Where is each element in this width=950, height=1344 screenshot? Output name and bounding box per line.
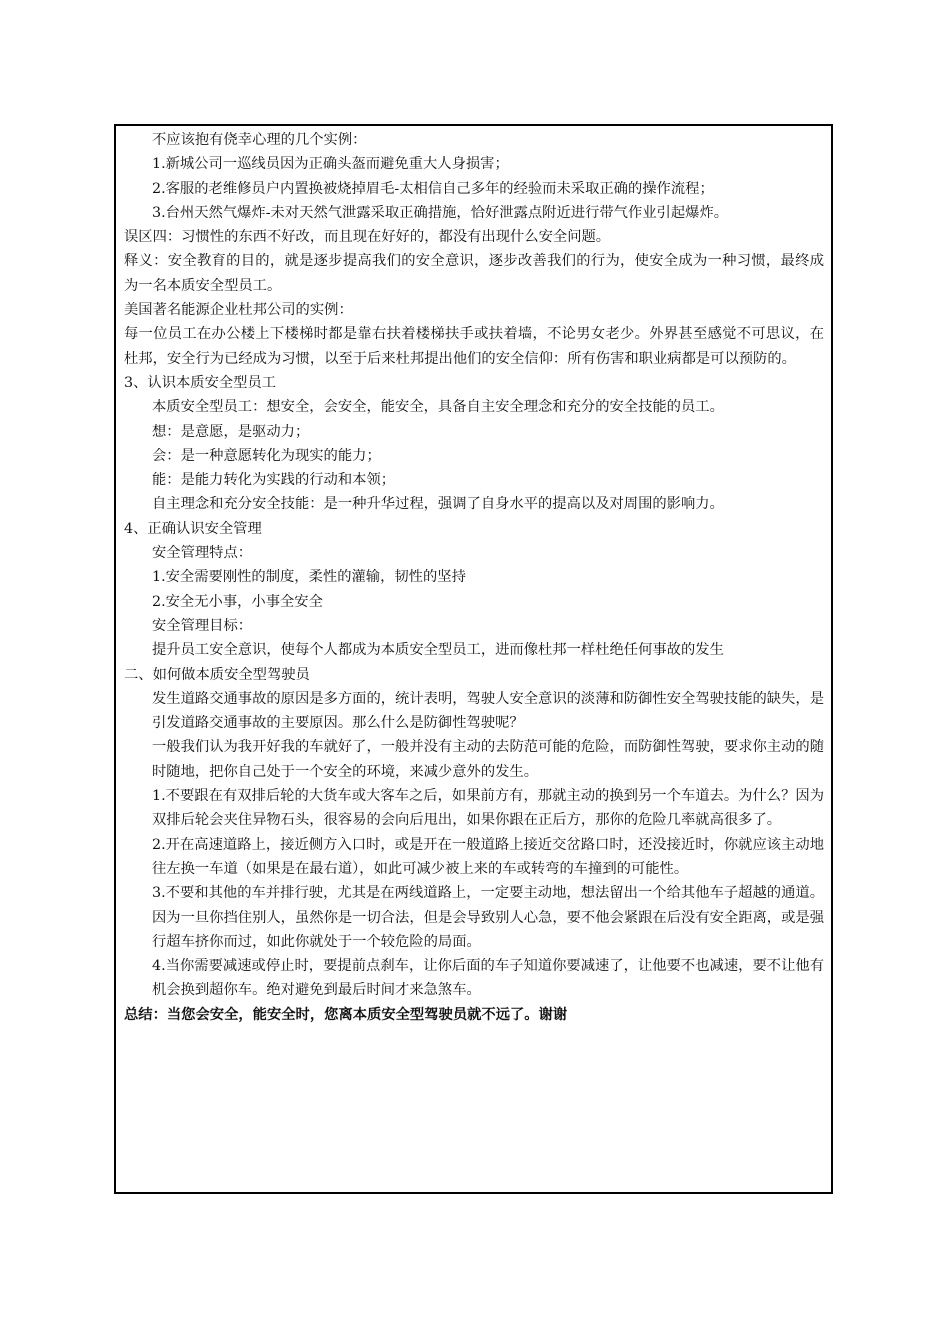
paragraph: 想：是意愿，是驱动力； [152, 423, 310, 440]
paragraph: 本质安全型员工：想安全，会安全，能安全，具备自主安全理念和充分的安全技能的员工。 [152, 399, 724, 416]
paragraph: 安全管理目标： [152, 617, 253, 634]
paragraph: 会：是一种意愿转化为现实的能力； [152, 447, 381, 464]
list-item: 2.开在高速道路上，接近侧方入口时，或是开在一般道路上接近交岔路口时，还没接近时，你就应该主动地往左换一车道（如果是在最右道），如此可减少被上来的车或转弯的车撞到的可能性。 [152, 836, 824, 877]
paragraph: 每一位员工在办公楼上下楼梯时都是靠右扶着楼梯扶手或扶着墙，不论男女老少。外界甚至感觉不可思议，在杜邦，安全行为已经成为习惯，以至于后来杜邦提出他们的安全信仰：所有伤害和职业病都是可以预防的。 [124, 326, 824, 367]
paragraph: 自主理念和充分安全技能：是一种升华过程，强调了自身水平的提高以及对周围的影响力。 [152, 496, 724, 513]
list-item: 4.当你需要减速或停止时，要提前点刹车，让你后面的车子知道你要减速了，让他要不也减速，要不让他有机会换到超你车。绝对避免到最后时间才来急煞车。 [152, 958, 824, 999]
paragraph: 误区四：习惯性的东西不好改，而且现在好好的，都没有出现什么安全问题。 [124, 229, 611, 246]
paragraph: 安全管理特点： [152, 545, 253, 562]
document-frame [114, 124, 833, 1194]
paragraph: 发生道路交通事故的原因是多方面的，统计表明，驾驶人安全意识的淡薄和防御性安全驾驶技能的缺失，是引发道路交通事故的主要原因。那么什么是防御性驾驶呢？ [152, 690, 824, 732]
paragraph: 不应该抱有侥幸心理的几个实例： [152, 132, 367, 148]
paragraph: 美国著名能源企业杜邦公司的实例： [124, 302, 353, 319]
paragraph: 提升员工安全意识，使每个人都成为本质安全型员工，进而像杜邦一样杜绝任何事故的发生 [152, 642, 724, 659]
document-body [124, 128, 824, 1027]
list-item: 1.新城公司一巡线员因为正确头盔而避免重大人身损害； [152, 156, 509, 173]
list-item: 3.台州天然气爆炸-未对天然气泄露采取正确措施，恰好泄露点附近进行带气作业引起爆炸。 [152, 204, 729, 221]
list-item: 2.客服的老维修员户内置换被烧掉眉毛-太相信自己多年的经验而未采取正确的操作流程； [152, 180, 714, 197]
list-item: 1.不要跟在有双排后轮的大货车或大客车之后，如果前方有，那就主动的换到另一个车道去。为什么？因为双排后轮会夹住异物石头，很容易的会向后甩出，如果你跟在正后方，那你的危险几率就高很多了。 [152, 788, 824, 829]
section-heading: 3、认识本质安全型员工 [124, 374, 277, 391]
paragraph: 一般我们认为我开好我的车就好了，一般并没有主动的去防范可能的危险，而防御性驾驶，要求你主动的随时随地，把你自己处于一个安全的环境，来减少意外的发生。 [152, 739, 824, 780]
section-heading: 4、正确认识安全管理 [124, 520, 262, 537]
section-heading: 二、如何做本质安全型驾驶员 [124, 666, 310, 683]
list-item: 2.安全无小事，小事全安全 [152, 593, 323, 610]
list-item: 1.安全需要刚性的制度，柔性的灌输，韧性的坚持 [152, 569, 466, 586]
summary-line: 总结：当您会安全，能安全时，您离本质安全型驾驶员就不远了。谢谢 [124, 1006, 568, 1023]
paragraph: 释义：安全教育的目的，就是逐步提高我们的安全意识，逐步改善我们的行为，使安全成为一种习惯，最终成为一名本质安全型员工。 [124, 253, 824, 294]
list-item: 3.不要和其他的车并排行驶，尤其是在两线道路上，一定要主动地，想法留出一个给其他车子超越的通道。因为一旦你挡住别人，虽然你是一切合法，但是会导致别人心急，要不他会紧跟在后没有安全距离，或是强行超车挤你而过，如此你就处于一个较危险的局面。 [152, 885, 824, 950]
paragraph: 能：是能力转化为实践的行动和本领； [152, 472, 396, 489]
